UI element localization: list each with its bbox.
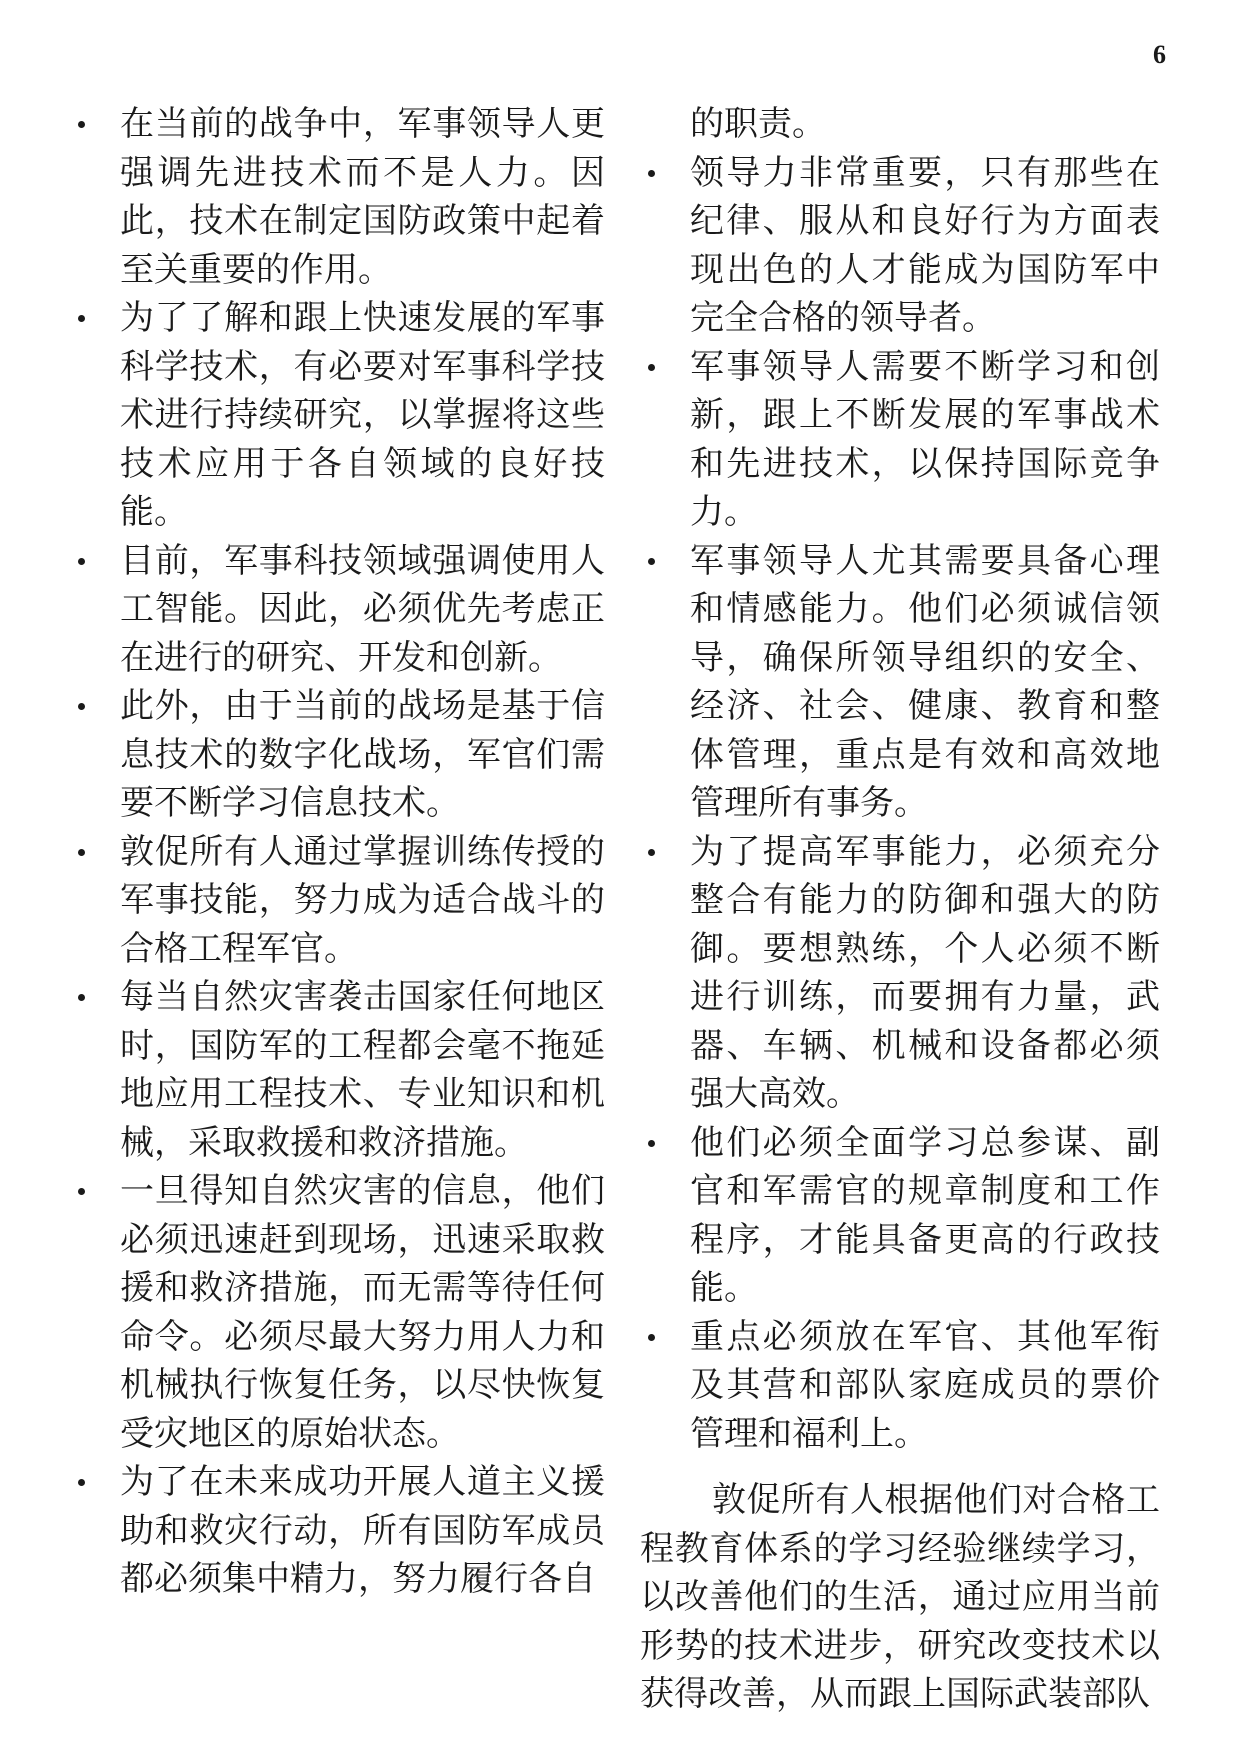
list-item-text: 目前，军事科技领域强调使用人工智能。因此，必须优先考虑正在进行的研究、开发和创新。	[120, 540, 605, 678]
list-item	[70, 100, 605, 294]
list-item-text: 他们必须全面学习总参谋、副官和军需官的规章制度和工作程序，才能具备更高的行政技能。	[690, 1122, 1160, 1308]
list-item	[70, 1167, 605, 1458]
list-item	[70, 973, 605, 1167]
bullet-icon	[648, 364, 655, 371]
list-item-text: 军事领导人尤其需要具备心理和情感能力。他们必须诚信领导，确保所领导组织的安全、经济、社会、健康、教育和整体管理，重点是有效和高效地管理所有事务。	[690, 540, 1160, 823]
bullet-icon	[648, 849, 655, 856]
list-item	[70, 682, 605, 828]
list-item	[640, 1313, 1160, 1459]
body-paragraph: 敦促所有人根据他们对合格工程教育体系的学习经验继续学习，以改善他们的生活，通过应用当前形势的技术进步，研究改变技术以获得改善，从而跟上国际武装部队	[640, 1480, 1160, 1714]
left-bullet-list	[70, 100, 605, 1604]
list-item	[640, 149, 1160, 343]
bullet-icon	[648, 1334, 655, 1341]
bullet-icon	[648, 558, 655, 565]
list-item	[70, 294, 605, 537]
left-column	[70, 100, 605, 1604]
bullet-icon	[78, 849, 85, 856]
bullet-icon	[78, 703, 85, 710]
bullet-icon	[648, 1140, 655, 1147]
right-bullet-list	[640, 149, 1160, 1459]
list-item-text: 此外，由于当前的战场是基于信息技术的数字化战场，军官们需要不断学习信息技术。	[120, 686, 605, 823]
list-item	[640, 537, 1160, 828]
list-item-text: 为了提高军事能力，必须充分整合有能力的防御和强大的防御。要想熟练，个人必须不断进行训练，而要拥有力量，武器、车辆、机械和设备都必须强大高效。	[690, 831, 1160, 1114]
right-column	[640, 100, 1160, 1753]
bullet-icon	[78, 315, 85, 322]
list-item	[70, 537, 605, 683]
bullet-icon	[648, 170, 655, 177]
list-item-text: 每当自然灾害袭击国家任何地区时，国防军的工程都会毫不拖延地应用工程技术、专业知识和机械，采取救援和救济措施。	[120, 977, 605, 1163]
bullet-icon	[78, 1188, 85, 1195]
list-item	[70, 828, 605, 974]
continued-text: 的职责。	[690, 104, 826, 144]
list-item-text: 为了在未来成功开展人道主义援助和救灾行动，所有国防军成员都必须集中精力，努力履行各自	[120, 1462, 605, 1599]
list-item	[640, 343, 1160, 537]
bullet-icon	[78, 121, 85, 128]
list-item	[640, 1119, 1160, 1313]
bullet-icon	[78, 1479, 85, 1486]
list-item-text: 敦促所有人通过掌握训练传授的军事技能，努力成为适合战斗的合格工程军官。	[120, 831, 605, 969]
list-item-text: 为了了解和跟上快速发展的军事科学技术，有必要对军事科学技术进行持续研究，以掌握将这些技术应用于各自领域的良好技能。	[120, 298, 605, 532]
list-item-text: 重点必须放在军官、其他军衔及其营和部队家庭成员的票价管理和福利上。	[690, 1316, 1160, 1454]
list-item-text: 军事领导人需要不断学习和创新，跟上不断发展的军事战术和先进技术，以保持国际竞争力。	[690, 346, 1160, 532]
page-number: 6	[1153, 40, 1166, 69]
list-item-text: 领导力非常重要，只有那些在纪律、服从和良好行为方面表现出色的人才能成为国防军中完全合格的领导者。	[690, 152, 1160, 338]
list-item-text: 在当前的战争中，军事领导人更强调先进技术而不是人力。因此，技术在制定国防政策中起着至关重要的作用。	[120, 104, 605, 290]
list-item	[70, 1458, 605, 1604]
bullet-icon	[78, 558, 85, 565]
list-item	[640, 828, 1160, 1119]
list-item-text: 一旦得知自然灾害的信息，他们必须迅速赶到现场，迅速采取救援和救济措施，而无需等待任何命令。必须尽最大努力用人力和机械执行恢复任务，以尽快恢复受灾地区的原始状态。	[120, 1171, 605, 1454]
bullet-icon	[78, 994, 85, 1001]
